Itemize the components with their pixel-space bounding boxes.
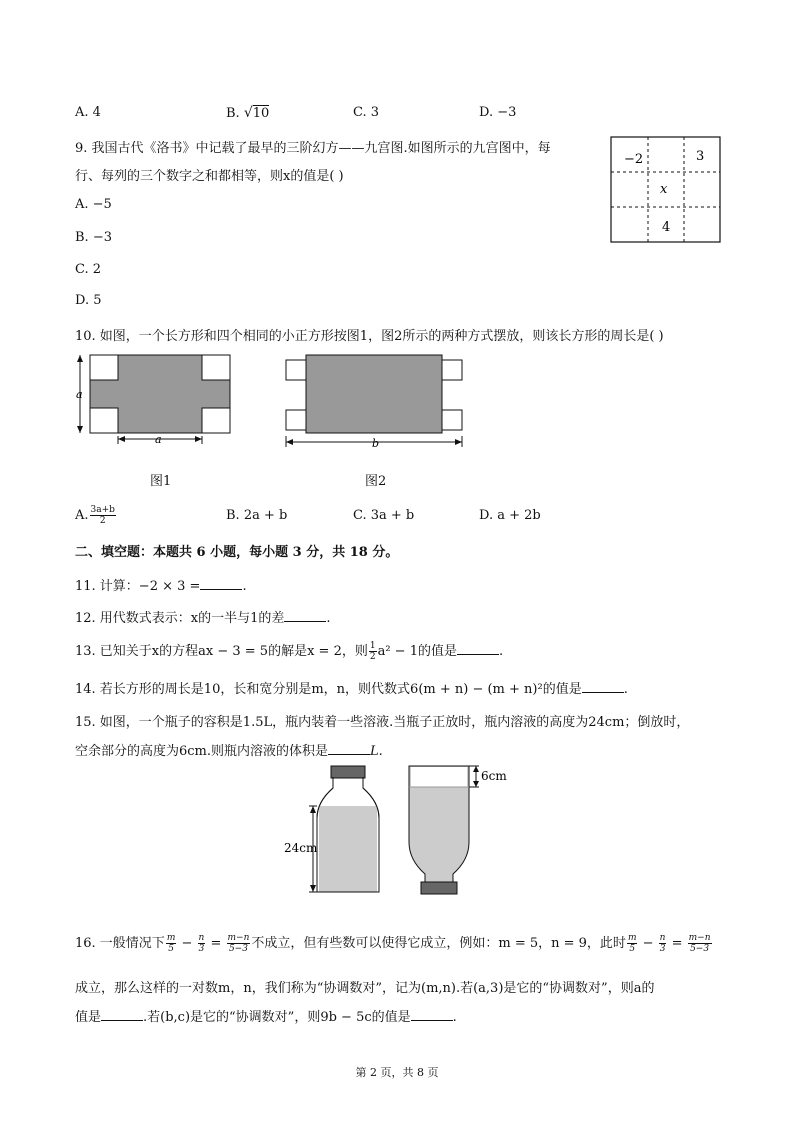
magic-square-grid xyxy=(610,136,722,244)
q10-option-a-numerator: 3a+b xyxy=(90,505,115,515)
q12-end: . xyxy=(326,611,331,626)
q10-option-c: C. 3a + b xyxy=(353,508,415,523)
q16-line2: 成立，那么这样的一对数m，n，我们称为“协调数对”，记为(m,n).若(a,3)是它的“协调数对”，则a的 xyxy=(75,981,655,996)
q11-blank xyxy=(200,579,242,590)
q10-option-d: D. a + 2b xyxy=(479,508,541,523)
q16-blank-2 xyxy=(411,1010,453,1021)
q13-frac-num: 1 xyxy=(369,641,376,651)
q10-figure-1 xyxy=(72,352,242,452)
grid-cell-r3c2: 4 xyxy=(662,220,671,235)
q16-f1-den: 5 xyxy=(168,944,174,954)
grid-cell-r1c1: −2 xyxy=(624,152,644,167)
q10-option-a xyxy=(75,505,117,526)
q16-blank-1 xyxy=(101,1010,143,1021)
q16-minus: − xyxy=(177,936,197,951)
q8-option-a: A. 4 xyxy=(75,105,101,120)
q8-option-b-prefix: B. xyxy=(226,106,244,121)
q16-f1-num: m xyxy=(166,933,176,943)
q9-line1: 9. 我国古代《洛书》中记载了最早的三阶幻方——九宫图.如图所示的九宫图中，每 xyxy=(75,141,551,156)
q16-line1 xyxy=(75,932,713,954)
q9-option-b: B. −3 xyxy=(75,230,112,245)
q15-bottle-figure xyxy=(283,762,523,897)
q16-l1-mid: 不成立，但有些数可以使得它成立，例如：m = 5，n = 9，此时 xyxy=(251,936,626,951)
fig2-caption: 图2 xyxy=(365,474,387,489)
q12-text: 12. 用代数式表示：x的一半与1的差 xyxy=(75,611,285,626)
q15-line2-pre: 空余部分的高度为6cm.则瓶内溶液的体积是 xyxy=(75,744,329,759)
q9-option-d: D. 5 xyxy=(75,293,102,308)
q16-f3-den: 5−3 xyxy=(228,944,248,954)
q16-l1-pre: 16. 一般情况下 xyxy=(75,936,165,951)
q10-option-b: B. 2a + b xyxy=(226,508,288,523)
q9-line2: 行、每列的三个数字之和都相等，则x的值是( ) xyxy=(75,169,344,184)
label-24cm: 24cm xyxy=(284,841,318,855)
q14-blank xyxy=(582,682,624,693)
q16-f2-num: n xyxy=(198,933,205,943)
grid-cell-r1c3: 3 xyxy=(696,149,705,164)
q10-text: 10. 如图，一个长方形和四个相同的小正方形按图1，图2所示的两种方式摆放，则该长方形的周长是( ) xyxy=(75,329,664,344)
q15-line2-end: L. xyxy=(370,744,383,759)
q8-option-b-radicand: 10 xyxy=(252,106,270,121)
q15-blank xyxy=(328,744,370,755)
q14 xyxy=(75,678,628,697)
q13-end: . xyxy=(498,644,504,659)
fig1-label-a-side: a xyxy=(76,388,83,401)
label-6cm: 6cm xyxy=(481,769,507,783)
q14-end: . xyxy=(623,682,628,697)
q14-text: 14. 若长方形的周长是10，长和宽分别是m，n，则代数式6(m + n) − (m + n)²的值是 xyxy=(75,682,582,697)
q15-line1: 15. 如图，一个瓶子的容积是1.5L，瓶内装着一些溶液.当瓶子正放时，瓶内溶液的高度为24cm；倒放时， xyxy=(75,715,690,730)
q11-text: 11. 计算：−2 × 3 = xyxy=(75,579,201,594)
q10-option-a-prefix: A. xyxy=(75,508,89,523)
section2-title: 二、填空题：本题共 6 小题，每小题 3 分，共 18 分。 xyxy=(75,545,399,560)
q16-line3-pre: 值是 xyxy=(75,1010,102,1025)
page-footer: 第 2 页，共 8 页 xyxy=(355,1066,439,1079)
q8-option-b xyxy=(226,105,269,121)
q9-option-a: A. −5 xyxy=(75,197,112,212)
q13-frac-den: 2 xyxy=(369,652,376,662)
q16-line3-mid: .若(b,c)是它的“协调数对”，则9b − 5c的值是 xyxy=(143,1010,411,1025)
sqrt-symbol: √ xyxy=(243,105,253,121)
q13-blank xyxy=(457,644,499,655)
q16-f4-num: m xyxy=(627,933,637,943)
fig1-caption: 图1 xyxy=(150,474,172,489)
q10-option-a-denominator: 2 xyxy=(99,516,106,526)
q16-eq-2: = xyxy=(667,936,687,951)
q11 xyxy=(75,575,247,594)
q16-f6-num: m−n xyxy=(688,933,711,943)
q16-f6-den: 5−3 xyxy=(690,944,710,954)
q10-figure-2 xyxy=(284,352,466,452)
q12-blank xyxy=(284,611,326,622)
q16-eq: = xyxy=(206,936,226,951)
q13-post: a² − 1的值是 xyxy=(377,644,457,659)
fig2-label-b: b xyxy=(372,437,380,450)
q8-option-d: D. −3 xyxy=(479,105,517,120)
q11-end: . xyxy=(242,579,247,594)
q9-option-c: C. 2 xyxy=(75,262,102,277)
q16-f3-num: m−n xyxy=(227,933,250,943)
q16-minus-2: − xyxy=(638,936,658,951)
q12 xyxy=(75,607,331,626)
grid-cell-r2c2: x xyxy=(660,182,668,197)
q13-pre: 13. 已知关于x的方程ax − 3 = 5的解是x = 2，则 xyxy=(75,644,368,659)
q8-option-c: C. 3 xyxy=(353,105,380,120)
q16-f5-den: 3 xyxy=(659,944,666,954)
q16-f4-den: 5 xyxy=(629,944,636,954)
q16-line3 xyxy=(75,1006,457,1025)
q16-f2-den: 3 xyxy=(198,944,205,954)
q16-line3-end: . xyxy=(452,1010,457,1025)
q13 xyxy=(75,640,503,662)
q15-line2 xyxy=(75,740,383,759)
q16-f5-num: n xyxy=(659,933,666,943)
fig1-label-a-bottom: a xyxy=(155,433,162,446)
